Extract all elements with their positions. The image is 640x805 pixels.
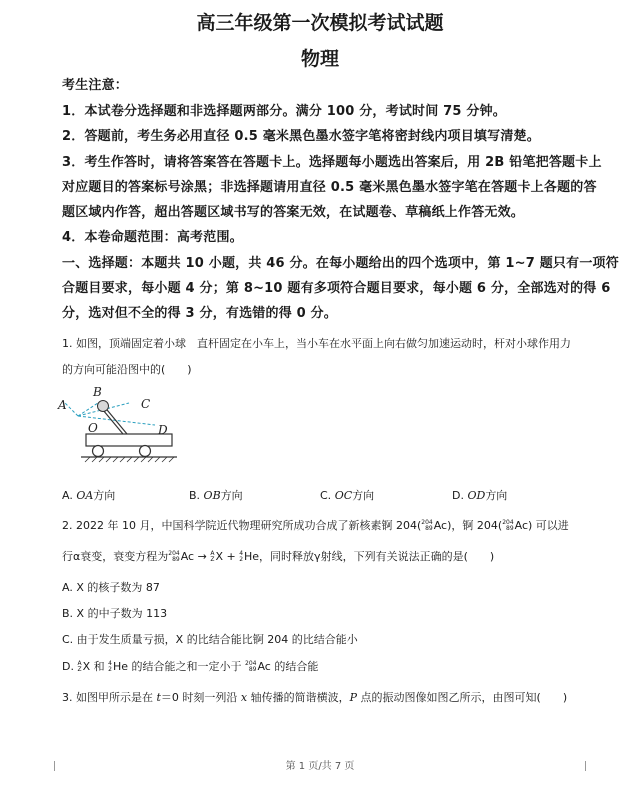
option-var: OA [76, 489, 94, 502]
notice-item: 2．答题前，考生务必用直径 0.5 毫米黑色墨水签字笔将密封线内项目填写清楚。 [62, 129, 540, 144]
charge-number: Z [210, 556, 215, 563]
subject-title: 物理 [300, 48, 339, 70]
q2-text: Ac)，锕 204( [433, 519, 503, 532]
q1-stem-line2: 的方向可能沿图中的( ) [62, 363, 192, 376]
option-suffix: 方向 [220, 489, 243, 502]
page-number: 第 1 页/共 7 页 [285, 761, 355, 772]
option-letter: A. [62, 489, 73, 502]
option-var: OC [334, 489, 353, 502]
section-heading: 分，选对但不全的得 3 分，有选错的得 0 分。 [62, 306, 337, 321]
mass-number: 4 [108, 660, 112, 667]
exam-title: 高三年级第一次模拟考试试题 [196, 12, 444, 34]
q3-var-p: P [349, 691, 358, 704]
notice-item: 1．本试卷分选择题和非选择题两部分。满分 100 分，考试时间 75 分钟。 [62, 104, 506, 119]
q2-option-b[interactable]: B. X 的中子数为 113 [62, 607, 168, 620]
charge-number: 89 [425, 525, 433, 532]
ac-nuclide-notation [421, 520, 432, 532]
notice-item: 4．本卷命题范围：高考范围。 [62, 230, 243, 245]
q2-option-c[interactable]: C. 由于发生质量亏损，X 的比结合能比锕 204 的比结合能小 [62, 633, 358, 646]
figure-label-b: B [93, 385, 102, 399]
q2-text: D. [62, 660, 78, 673]
charge-number: 89 [248, 666, 257, 673]
q2-stem-line2 [62, 548, 494, 564]
mass-number: 204 [502, 519, 514, 526]
section-heading: 合题目要求，每小题 4 分；第 8~10 题有多项符合题目要求，每小题 6 分，全部选对的得 6 [62, 281, 611, 296]
notice-heading: 考生注意： [62, 78, 129, 93]
mass-number: 4 [239, 550, 244, 557]
mass-number: 204 [168, 550, 180, 557]
q2-stem-line1 [62, 517, 569, 533]
option-var: OD [467, 489, 486, 502]
q1-stem-line1: 1. 如图，顶端固定着小球 直杆固定在小车上，当小车在水平面上向右做匀加速运动时，杆对小球作用力 [62, 337, 571, 350]
q1-option-d[interactable] [452, 487, 507, 503]
q2-option-a[interactable]: A. X 的核子数为 87 [62, 581, 160, 594]
option-suffix: 方向 [352, 489, 375, 502]
figure-label-d: D [158, 423, 168, 437]
q2-text: Ac) 可以进 [514, 519, 569, 532]
q2-text: Ac → [180, 550, 211, 563]
figure-label-a: A [58, 398, 67, 412]
q1-option-c[interactable] [320, 487, 374, 503]
q3-var-x: x [240, 691, 248, 704]
he-nuclide-notation [108, 661, 112, 673]
q3-text: 3. 如图甲所示是在 [62, 691, 157, 704]
mass-number: A [77, 660, 82, 667]
q2-text: He，同时释放γ射线，下列有关说法正确的是( ) [244, 550, 495, 563]
section-heading: 一、选择题：本题共 10 小题，共 46 分。在每小题给出的四个选项中，第 1~7 题只有一项符 [62, 256, 619, 271]
charge-number: 89 [172, 556, 180, 563]
q3-var-t: t [156, 691, 161, 704]
q1-option-b[interactable] [189, 487, 243, 503]
mass-number: 204 [421, 519, 433, 526]
ac-nuclide-notation [502, 520, 513, 532]
notice-item: 题区域内作答，超出答题区域书写的答案无效，在试题卷、草稿纸上作答无效。 [62, 205, 525, 220]
option-letter: B. [189, 489, 201, 502]
notice-item: 对应题目的答案标号涂黑；非选择题请用直径 0.5 毫米黑色墨水签字笔在答题卡上各题的答 [62, 180, 597, 195]
q2-text: X + [215, 550, 240, 563]
q3-text: 点的振动图像如图乙所示，由图可知( ) [357, 691, 568, 704]
figure-label-o: O [88, 421, 98, 435]
q2-text: 行α衰变，衰变方程为 [62, 550, 169, 563]
x-nuclide-notation [210, 551, 214, 563]
ac-nuclide-notation [245, 661, 256, 673]
mass-number: 204 [245, 660, 257, 667]
figure-label-c: C [141, 397, 151, 411]
q2-text: X 和 [82, 660, 109, 673]
q2-text: 2. 2022 年 10 月，中国科学院近代物理研究所成功合成了新核素锕 204( [62, 519, 422, 532]
q1-option-a[interactable] [62, 487, 115, 503]
option-suffix: 方向 [93, 489, 116, 502]
charge-number: 2 [108, 666, 112, 673]
charge-number: Z [77, 666, 82, 673]
charge-number: 89 [506, 525, 514, 532]
q3-text: 轴传播的简谐横波， [247, 691, 350, 704]
ac-nuclide-notation [168, 551, 179, 563]
notice-item: 3．考生作答时，请将答案答在答题卡上。选择题每小题选出答案后，用 2B 铅笔把答题卡上 [62, 155, 602, 170]
q3-stem [62, 689, 567, 705]
charge-number: 2 [239, 556, 244, 563]
mass-number: A [210, 550, 215, 557]
q2-option-d[interactable] [62, 658, 318, 674]
he-nuclide-notation [239, 551, 243, 563]
q2-text: He 的结合能之和一定小于 [112, 660, 245, 673]
option-var: OB [203, 489, 221, 502]
option-letter: C. [320, 489, 332, 502]
option-letter: D. [452, 489, 464, 502]
x-nuclide-notation [77, 661, 81, 673]
q3-text: ＝0 时刻一列沿 [160, 691, 241, 704]
q2-text: Ac 的结合能 [257, 660, 319, 673]
option-suffix: 方向 [485, 489, 508, 502]
q1-figure [55, 382, 185, 478]
